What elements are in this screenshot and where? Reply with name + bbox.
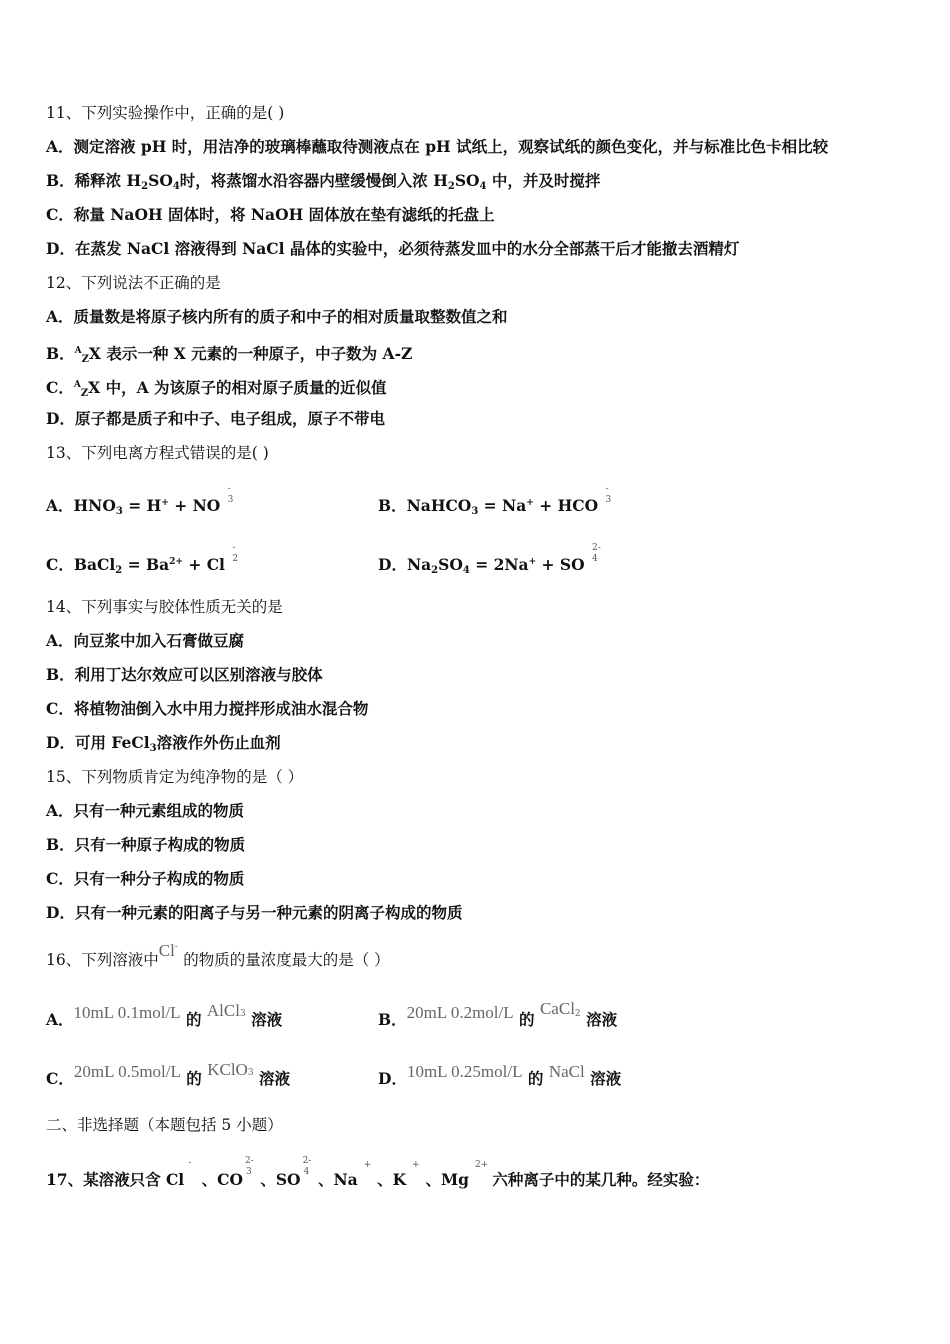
q16-stem: 16、下列溶液中Cl- 的物质的量浓度最大的是（ ） [46,941,390,969]
q11-stem: 11、下列实验操作中，正确的是( ) [46,104,285,122]
q13-option-b: B．NaHCO$_3$ = Na+ + HCO - 3 [378,484,612,517]
section-heading: 二、非选择题（本题包括 5 小题） [46,1116,283,1134]
q12-option-d: D．原子都是质子和中子、电子组成，原子不带电 [46,409,385,428]
q15-option-d: D．只有一种元素的阳离子与另一种元素的阴离子构成的物质 [46,903,463,922]
q11-option-a: A．测定溶液 pH 时，用洁净的玻璃棒蘸取待测液点在 pH 试纸上，观察试纸的颜色变化，并与标准比色卡相比较 [46,137,829,156]
q12-stem: 12、下列说法不正确的是 [46,274,221,292]
q11-option-b: B．稀释浓 $H_2SO_4$时，将蒸馏水沿容器内壁缓慢倒入浓 $H_2SO_4$ 中，并及时搅拌 [46,171,601,192]
q17-stem: 17、某溶液只含 Cl - 、CO 2- 3 、SO 2- 4 、Na + 、K + 、Mg 2+ 六种离子中的某几种。经实验： [46,1156,710,1189]
q12-option-a: A．质量数是将原子核内所有的质子和中子的相对质量取整数值之和 [46,307,508,326]
q14-option-a: A．向豆浆中加入石膏做豆腐 [46,631,245,650]
q14-option-b: B．利用丁达尔效应可以区别溶液与胶体 [46,665,323,684]
q15-option-b: B．只有一种原子构成的物质 [46,835,246,854]
q13-stem: 13、下列电离方程式错误的是( ) [46,444,269,462]
q13-option-a: A．$HNO_3 = H^+$ + NO - 3 [46,484,234,517]
q15-option-a: A．只有一种元素组成的物质 [46,801,245,820]
q16-option-b: B．20mL 0.2mol/L 的 CaCl$_2$ 溶液 [378,999,618,1029]
q16-option-a: A．10mL 0.1mol/L 的 AlCl$_3$ 溶液 [46,1001,283,1029]
q14-option-d: D．可用 FeCl$_3$溶液作外伤止血剂 [46,733,281,754]
q13-option-c: C．BaCl$_2$ = $Ba^{2+} + Cl$ - 2 [46,543,239,576]
q14-stem: 14、下列事实与胶体性质无关的是 [46,598,283,616]
q15-option-c: C．只有一种分子构成的物质 [46,869,245,888]
q11-option-c: C．称量 NaOH 固体时，将 NaOH 固体放在垫有滤纸的托盘上 [46,205,495,224]
q16-option-c: C．20mL 0.5mol/L 的 KClO$_3$ 溶液 [46,1060,290,1088]
q15-stem: 15、下列物质肯定为纯净物的是（ ） [46,768,304,786]
q14-option-c: C．将植物油倒入水中用力搅拌形成油水混合物 [46,699,369,718]
q13-option-d: D．$Na_2SO_4 = 2Na^+$ + SO 2- 4 [378,543,601,576]
q16-option-d: D．10mL 0.25mol/L 的 NaCl 溶液 [378,1062,622,1088]
q11-option-d: D．在蒸发 NaCl 溶液得到 NaCl 晶体的实验中，必须待蒸发皿中的水分全部蒸干后才能撤去酒精灯 [46,239,740,258]
q12-option-b: B．$^A_Z$X 表示一种 X 元素的一种原子，中子数为 A-Z [46,344,413,365]
q12-option-c: C．$^A_Z$X 中，A 为该原子的相对原子质量的近似值 [46,378,387,399]
